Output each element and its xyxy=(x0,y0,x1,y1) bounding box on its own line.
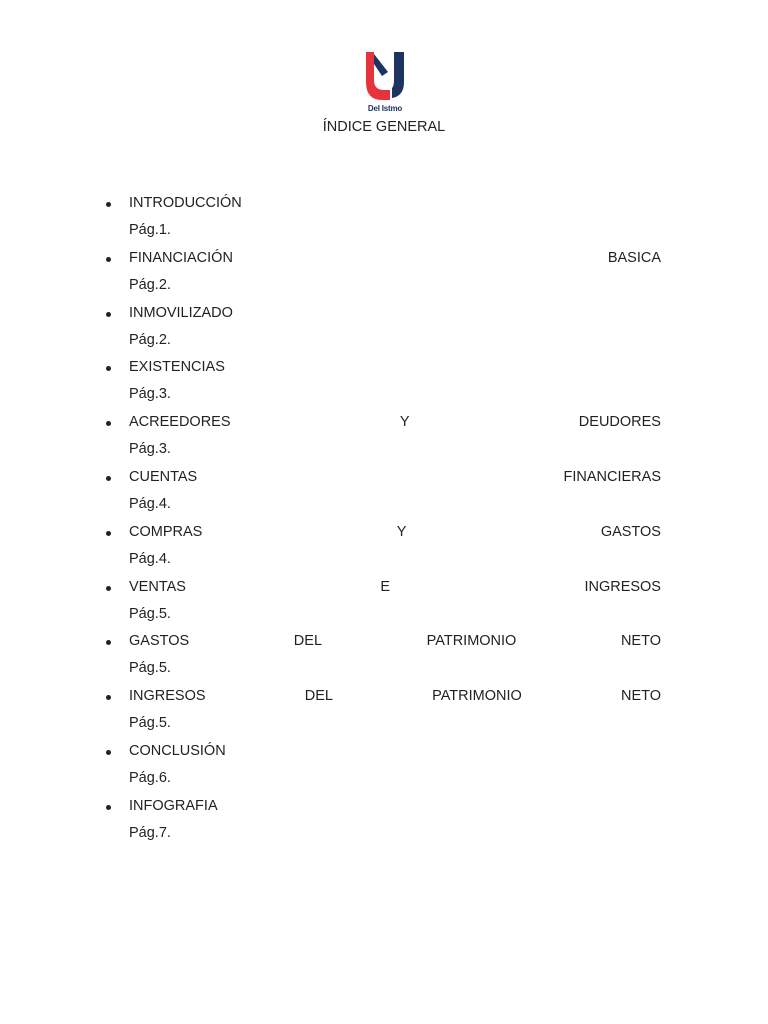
bullet-icon xyxy=(106,257,111,262)
toc-word: DEL xyxy=(304,688,333,705)
toc-entry-title xyxy=(129,523,661,541)
toc-page-number: Pág.4. xyxy=(129,495,171,512)
toc-word: PATRIMONIO xyxy=(426,633,517,650)
toc-page-number: Pág.1. xyxy=(129,222,171,238)
toc-entry-title xyxy=(129,742,661,760)
bullet-icon xyxy=(106,366,111,371)
toc-entry xyxy=(0,304,768,359)
toc-word: BASICA xyxy=(607,249,661,266)
toc-word: ACREEDORES xyxy=(129,414,231,431)
toc-word: GASTOS xyxy=(600,523,661,540)
toc-word: NETO xyxy=(620,688,661,705)
toc-word: VENTAS xyxy=(129,578,186,595)
toc-entry-title xyxy=(129,468,661,486)
toc-entry-title xyxy=(129,413,661,431)
toc-page-number: Pág.7. xyxy=(129,824,171,841)
toc-page-number: Pág.2. xyxy=(129,331,171,348)
toc-entry xyxy=(0,578,768,633)
bullet-icon xyxy=(106,421,111,426)
toc-page-number: Pág.5. xyxy=(129,605,171,622)
bullet-icon xyxy=(106,202,111,207)
bullet-icon xyxy=(106,805,111,810)
bullet-icon xyxy=(106,695,111,700)
university-logo xyxy=(360,50,410,118)
bullet-icon xyxy=(106,531,111,536)
toc-word: FINANCIACIÓN xyxy=(129,249,233,266)
toc-entry xyxy=(0,687,768,742)
toc-entry xyxy=(0,194,768,249)
toc-word: FINANCIERAS xyxy=(563,468,661,485)
bullet-icon xyxy=(106,312,111,317)
bullet-icon xyxy=(106,640,111,645)
toc-entry-title xyxy=(129,797,661,815)
toc-page-number: Pág.6. xyxy=(129,769,171,786)
toc-entry-title xyxy=(129,194,661,212)
toc-word: PATRIMONIO xyxy=(432,688,522,705)
toc-entry-title xyxy=(129,578,661,596)
toc-page-number: Pág.5. xyxy=(129,715,171,732)
logo-text: Del Istmo xyxy=(367,104,403,113)
toc-word: DEL xyxy=(293,633,323,650)
toc-entry xyxy=(0,249,768,304)
toc-word: Y xyxy=(399,414,410,431)
toc-entry xyxy=(0,523,768,578)
toc-entry-title xyxy=(129,632,661,650)
toc-page-number: Pág.4. xyxy=(129,550,171,567)
toc-word: COMPRAS xyxy=(129,523,203,540)
logo-u-mark-icon xyxy=(360,50,410,102)
toc-word: EXISTENCIAS xyxy=(129,359,225,376)
bullet-icon xyxy=(106,586,111,591)
toc-page-number: Pág.5. xyxy=(129,660,171,677)
toc-entry xyxy=(0,632,768,687)
bullet-icon xyxy=(106,750,111,755)
toc-entry xyxy=(0,358,768,413)
toc-word: DEUDORES xyxy=(578,414,661,431)
toc-word: INMOVILIZADO xyxy=(129,304,233,321)
page-title: ÍNDICE GENERAL xyxy=(322,119,446,135)
toc-word: E xyxy=(380,578,391,595)
toc-entry-title xyxy=(129,358,661,376)
toc-page-number: Pág.2. xyxy=(129,276,171,293)
toc-word: CONCLUSIÓN xyxy=(129,742,226,759)
toc-word: NETO xyxy=(620,633,661,650)
toc-page-number: Pág.3. xyxy=(129,441,171,458)
toc-word: GASTOS xyxy=(129,633,190,650)
toc-entry-title xyxy=(129,687,661,705)
toc-word: INGRESOS xyxy=(129,688,206,705)
toc-word: INGRESOS xyxy=(584,578,661,595)
toc-word: INFOGRAFIA xyxy=(129,797,218,814)
table-of-contents xyxy=(0,194,768,852)
toc-entry xyxy=(0,413,768,468)
toc-entry-title xyxy=(129,304,661,322)
toc-entry xyxy=(0,742,768,797)
toc-word: INTRODUCCIÓN xyxy=(129,195,242,211)
toc-page-number: Pág.3. xyxy=(129,386,171,403)
bullet-icon xyxy=(106,476,111,481)
toc-word: CUENTAS xyxy=(129,468,198,485)
toc-entry-title xyxy=(129,249,661,267)
toc-word: Y xyxy=(396,523,407,540)
toc-entry xyxy=(0,468,768,523)
toc-entry xyxy=(0,797,768,852)
